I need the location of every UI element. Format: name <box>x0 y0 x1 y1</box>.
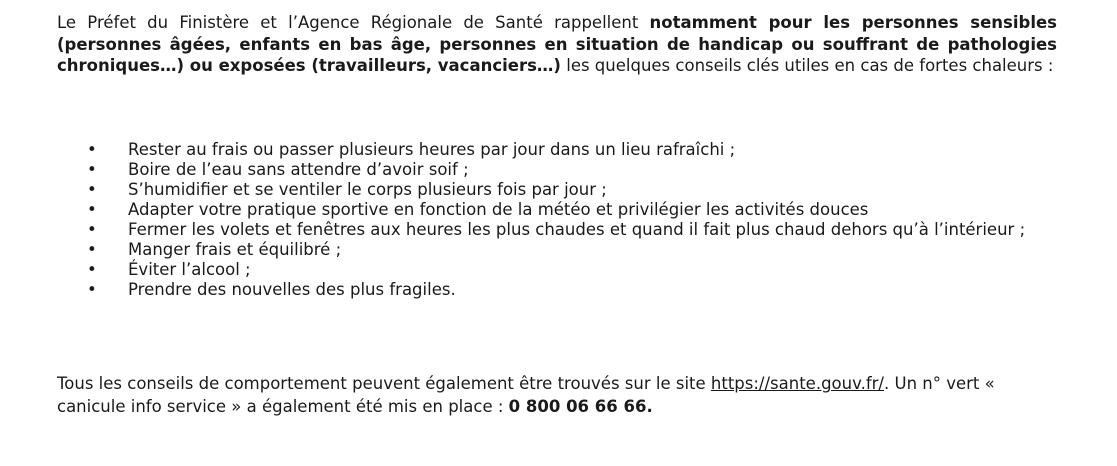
advice-list <box>87 140 1067 300</box>
list-item: • Boire de l’eau sans attendre d’avoir soif ; <box>87 160 1067 180</box>
list-item: • Éviter l’alcool ; <box>87 260 1067 280</box>
document <box>57 12 1057 416</box>
outro-paragraph <box>57 372 1057 418</box>
list-item: • Prendre des nouvelles des plus fragiles. <box>87 280 1067 300</box>
list-item: • Rester au frais ou passer plusieurs heures par jour dans un lieu rafraîchi ; <box>87 140 1067 160</box>
hotline-number: 0 800 06 66 66. <box>508 397 653 416</box>
intro-paragraph <box>57 12 1057 77</box>
list-item: • Fermer les volets et fenêtres aux heures les plus chaudes et quand il fait plus chaud dehors qu’à l’intérieur ; <box>87 220 1067 240</box>
intro-bold-text: notamment pour les personnes sensibles (personnes âgées, enfants en bas âge, personnes en situation de handicap ou souffrant de pathologies chroniques…) ou exposées (travailleurs, vacanciers…) <box>57 13 1057 75</box>
list-item: • S’humidifier et se ventiler le corps plusieurs fois par jour ; <box>87 180 1067 200</box>
list-item: • Adapter votre pratique sportive en fonction de la météo et privilégier les activités douces <box>87 200 1067 220</box>
list-item: • Manger frais et équilibré ; <box>87 240 1067 260</box>
outro-text-middle: . Un n° vert « canicule info service » a également été mis en place : <box>57 374 995 416</box>
outro-text: Tous les conseils de comportement peuvent également être trouvés sur le site <box>57 374 711 393</box>
intro-text: Le Préfet du Finistère et l’Agence Régionale de Santé rappellent <box>57 13 650 32</box>
sante-link[interactable]: https://sante.gouv.fr/ <box>710 374 884 393</box>
intro-text-end: les quelques conseils clés utiles en cas de fortes chaleurs : <box>560 56 1054 75</box>
